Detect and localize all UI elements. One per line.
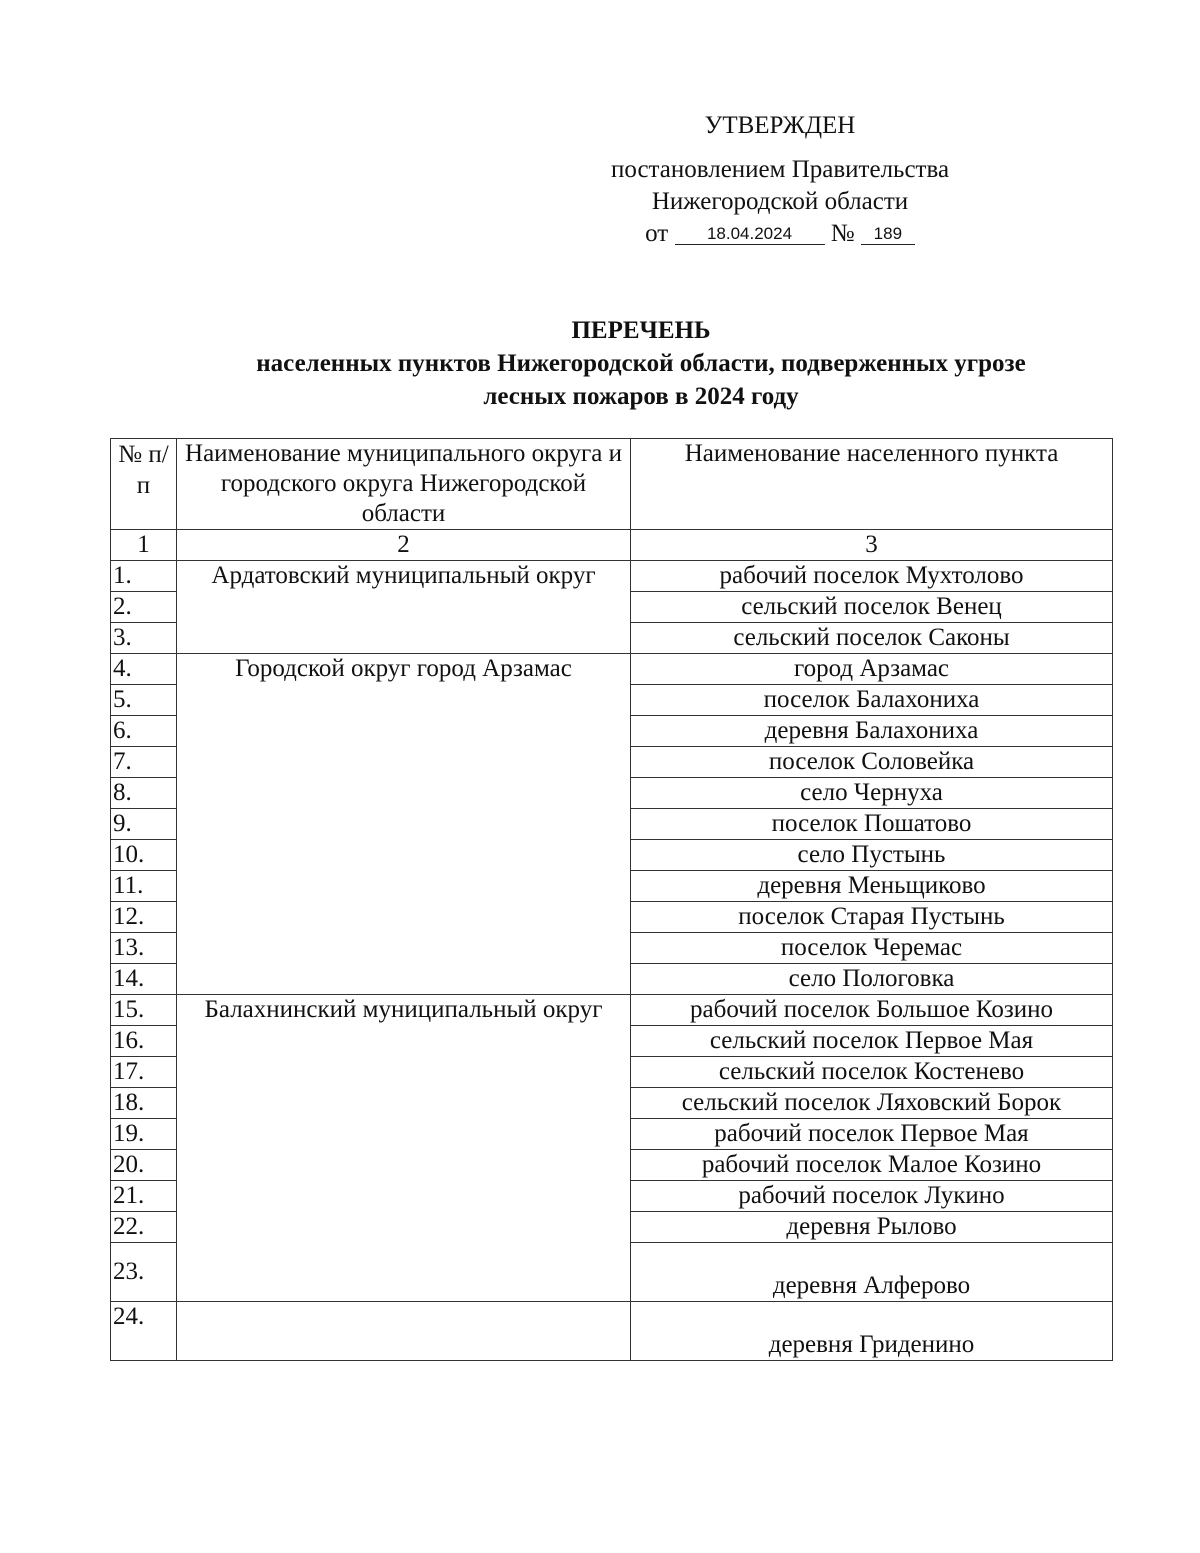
approval-stamp: УТВЕРЖДЕН [704,112,856,139]
settlement-name: сельский поселок Венец [631,592,1113,623]
settlement-name: деревня Гриденино [631,1302,1113,1361]
table-row [111,654,1113,685]
date-prefix: от [645,220,669,247]
settlement-name: рабочий поселок Мухтолово [631,561,1113,592]
row-number: 16. [111,1026,177,1057]
header-number: № п/п [111,439,177,530]
settlement-name: рабочий поселок Первое Мая [631,1119,1113,1150]
row-number: 1. [111,561,177,592]
row-number: 23. [111,1243,177,1302]
row-number: 7. [111,747,177,778]
row-number: 14. [111,964,177,995]
header-district: Наименование муниципального округа и городского округа Нижегородской области [177,439,631,530]
row-number: 11. [111,871,177,902]
table-row [111,995,1113,1026]
row-number: 4. [111,654,177,685]
settlements-table [110,438,1113,1361]
column-number-2: 2 [177,530,631,561]
row-number: 3. [111,623,177,654]
settlement-name: село Пустынь [631,840,1113,871]
settlement-name: рабочий поселок Лукино [631,1181,1113,1212]
row-number: 22. [111,1212,177,1243]
row-number: 21. [111,1181,177,1212]
row-number: 13. [111,933,177,964]
row-number: 12. [111,902,177,933]
title-line-1: ПЕРЕЧЕНЬ [571,317,711,344]
row-number: 18. [111,1088,177,1119]
settlement-name: поселок Черемас [631,933,1113,964]
settlement-name: село Пологовка [631,964,1113,995]
table-row [111,1302,1113,1361]
settlement-name: село Чернуха [631,778,1113,809]
settlement-name: поселок Балахониха [631,685,1113,716]
district-empty [177,1302,631,1361]
settlement-name: сельский поселок Первое Мая [631,1026,1113,1057]
district-name: Городской округ город Арзамас [177,654,631,995]
approval-line-1: постановлением Правительства [610,156,950,183]
row-number: 6. [111,716,177,747]
settlement-name: деревня Рылово [631,1212,1113,1243]
row-number: 9. [111,809,177,840]
title-line-2: населенных пунктов Нижегородской области, подверженных угрозе [256,350,1026,377]
settlement-name: рабочий поселок Большое Козино [631,995,1113,1026]
approval-date: 18.04.2024 [675,224,825,245]
row-number: 19. [111,1119,177,1150]
row-number: 5. [111,685,177,716]
district-name: Ардатовский муниципальный округ [177,561,631,654]
approval-date-line [570,218,990,250]
district-name: Балахнинский муниципальный округ [177,995,631,1302]
approval-block [570,110,990,250]
row-number: 15. [111,995,177,1026]
settlement-name: рабочий поселок Малое Козино [631,1150,1113,1181]
approval-number: 189 [861,224,915,245]
settlement-name: деревня Меньщиково [631,871,1113,902]
column-numbers-row [111,530,1113,561]
row-number: 17. [111,1057,177,1088]
settlement-name: город Арзамас [631,654,1113,685]
settlement-name: поселок Соловейка [631,747,1113,778]
settlement-name: поселок Старая Пустынь [631,902,1113,933]
header-settlement: Наименование населенного пункта [631,439,1113,530]
settlement-name: поселок Пошатово [631,809,1113,840]
row-number: 20. [111,1150,177,1181]
column-number-3: 3 [631,530,1113,561]
row-number: 2. [111,592,177,623]
row-number: 24. [111,1302,177,1361]
document-title [110,314,1172,413]
approval-line-2: Нижегородской области [651,188,909,215]
settlement-name: сельский поселок Ляховский Борок [631,1088,1113,1119]
settlement-name: сельский поселок Костенево [631,1057,1113,1088]
table-header-row [111,439,1113,530]
number-sign: № [830,220,855,247]
column-number-1: 1 [111,530,177,561]
table-row [111,561,1113,592]
title-line-3: лесных пожаров в 2024 году [483,383,799,410]
settlement-name: деревня Алферово [631,1243,1113,1302]
settlement-name: деревня Балахониха [631,716,1113,747]
row-number: 8. [111,778,177,809]
settlement-name: сельский поселок Саконы [631,623,1113,654]
row-number: 10. [111,840,177,871]
